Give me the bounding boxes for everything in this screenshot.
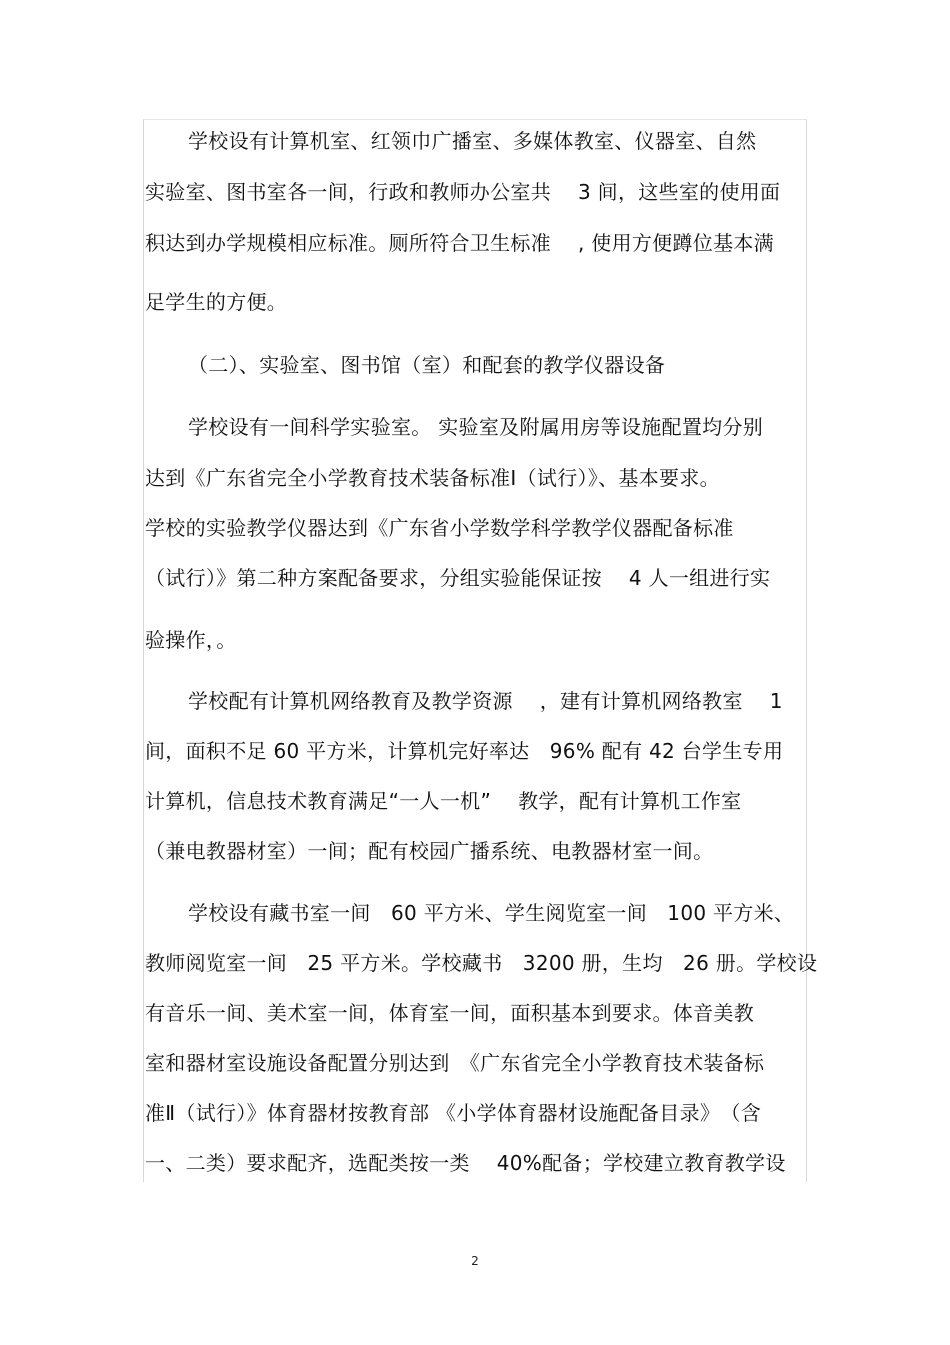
paragraph-1-line-4: 足学生的方便。 [145, 290, 288, 314]
paragraph-4-line-2: 间，面积不足 60 平方米，计算机完好率达 96% 配有 42 台学生专用 [145, 739, 784, 763]
paragraph-3-line-1: 学校设有一间科学实验室。 实验室及附属用房等设施配置均分别 [188, 415, 764, 439]
paragraph-5-line-6: 一、二类）要求配齐，选配类按一类 40%配备；学校建立教育教学设 [145, 1151, 786, 1175]
paragraph-3-line-2: 达到《广东省完全小学教育技术装备标准Ⅰ（试行）》、基本要求。 [145, 466, 720, 490]
paragraph-1-line-1: 学校设有计算机室、红领巾广播室、多媒体教室、仪器室、自然 [188, 129, 757, 153]
paragraph-3-line-5: 验操作，。 [145, 628, 237, 652]
paragraph-4-line-1: 学校配有计算机网络教育及教学资源 ，建有计算机网络教室 1 [188, 689, 783, 713]
paragraph-5-line-5: 准Ⅱ（试行）》体育器材按教育部 《小学体育器材设施配备目录》 （含 [145, 1101, 762, 1125]
paragraph-3-line-4: （试行）》第二种方案配备要求，分组实验能保证按 4 人一组进行实 [145, 566, 771, 590]
section-heading: （二）、实验室、图书馆（室）和配套的教学仪器设备 [188, 353, 666, 377]
paragraph-3-line-3: 学校的实验教学仪器达到《广东省小学数学科学教学仪器配备标准 [145, 516, 734, 540]
paragraph-5-line-4: 室和器材室设施设备配置分别达到 《广东省完全小学教育技术装备标 [145, 1051, 765, 1075]
paragraph-5-line-2: 教师阅览室一间 25 平方米。学校藏书 3200 册，生均 26 册。学校设 [145, 951, 818, 975]
paragraph-4-line-4: （兼电教器材室）一间；配有校园广播系统、电教器材室一间。 [145, 839, 714, 863]
paragraph-5-line-1: 学校设有藏书室一间 60 平方米、学生阅览室一间 100 平方米、 [188, 901, 795, 925]
paragraph-5-line-3: 有音乐一间、美术室一间，体育室一间，面积基本到要求。体音美教 [145, 1001, 754, 1025]
paragraph-1-line-3: 积达到办学规模相应标准。厕所符合卫生标准 , 使用方便蹲位基本满 [145, 231, 774, 255]
page-number: 2 [471, 1254, 479, 1268]
paragraph-4-line-3: 计算机，信息技术教育满足“一人一机” 教学，配有计算机工作室 [145, 789, 742, 813]
paragraph-1-line-2: 实验室、图书室各一间，行政和教师办公室共 3 间，这些室的使用面 [145, 180, 781, 204]
